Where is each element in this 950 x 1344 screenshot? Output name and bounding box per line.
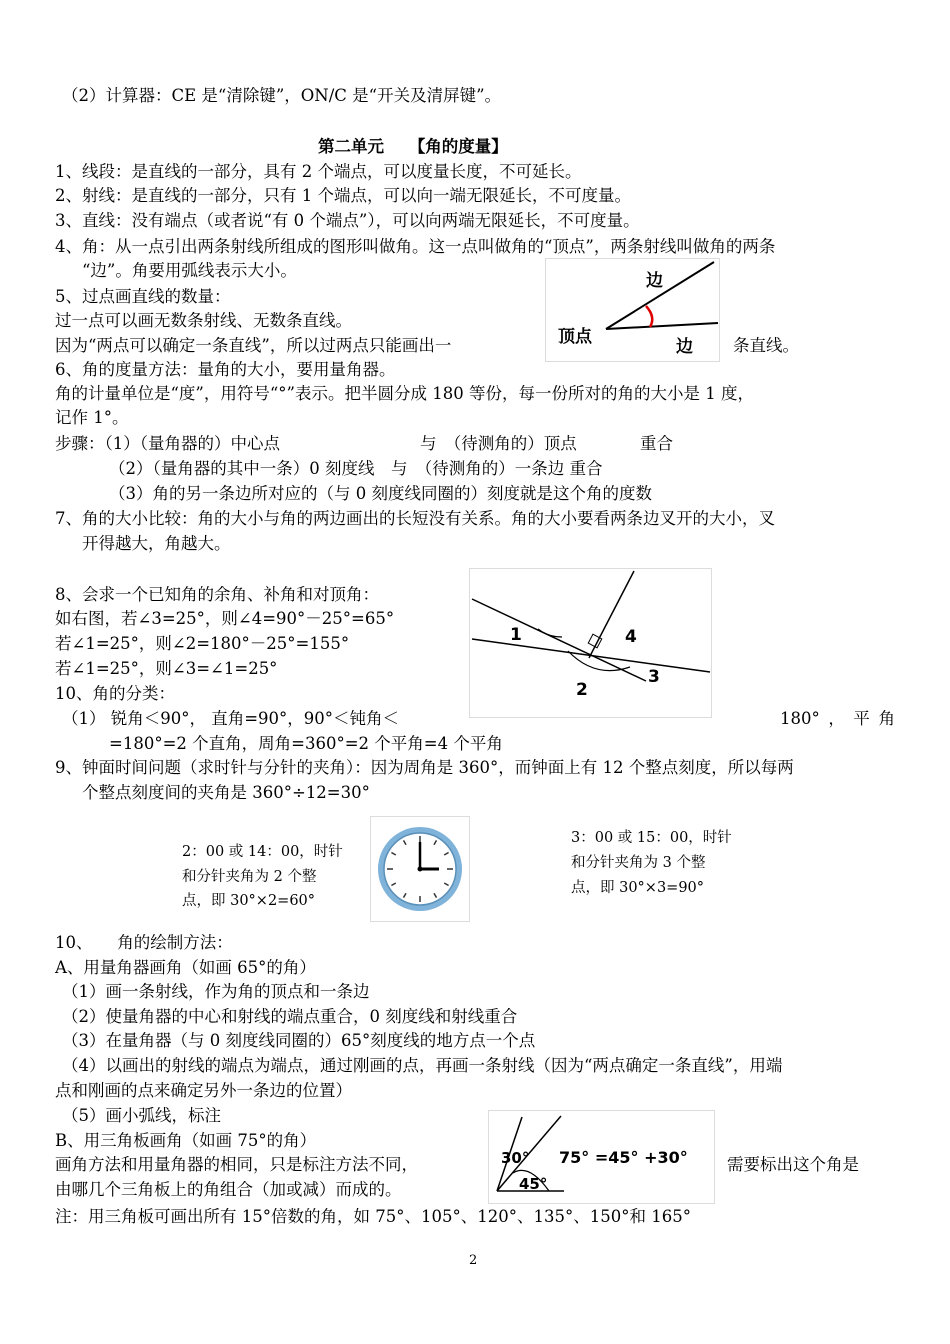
- angle-compare: 7、角的大小比较：角的大小与角的两边画出的长短没有关系。角的大小要看两条边叉开的大小，叉: [55, 509, 775, 528]
- angle-def: 4、角：从一点引出两条射线所组成的图形叫做角。这一点叫做角的“顶点”，两条射线叫做角的两条: [55, 237, 776, 256]
- vertical-angle-example: 若∠1=25°，则∠3=∠1=25°: [55, 659, 278, 678]
- intersecting-lines-figure: [469, 568, 712, 718]
- clock-caption-left-3: 点，即 30°×2=60°: [182, 893, 316, 909]
- clock-caption-left-1: 2：00 或 14：00，时针: [182, 844, 343, 860]
- step1-c: 重合: [640, 434, 673, 453]
- ray-def: 2、射线：是直线的一部分，只有 1 个端点，可以向一端无限延长，不可度量。: [55, 186, 631, 205]
- draw-step-4-cont: 点和刚画的点来确定另外一条边的位置）: [55, 1081, 352, 1100]
- lines-through-point-heading: 5、过点画直线的数量：: [55, 287, 231, 306]
- protractor-drawing-heading: A、用量角器画角（如画 65°的角）: [55, 958, 316, 977]
- triangle-ruler-desc-cont: 由哪几个三角板上的角组合（加或减）而成的。: [55, 1180, 402, 1199]
- vertex-label: 顶点: [558, 327, 592, 347]
- classification-line-end: 180°，平角: [780, 709, 895, 728]
- step2: （2）（量角器的其中一条）0 刻度线 与 （待测角的）一条边 重合: [109, 459, 603, 478]
- complement-heading: 8、会求一个已知角的余角、补角和对顶角：: [55, 585, 379, 604]
- line-segment-def: 1、线段：是直线的一部分，具有 2 个端点，可以度量长度，不可延长。: [55, 162, 582, 181]
- angle-45-label: 45°: [519, 1175, 548, 1193]
- step3: （3）角的另一条边所对应的（与 0 刻度线同圈的）刻度就是这个角的度数: [109, 484, 652, 503]
- clock-icon: [371, 817, 469, 921]
- degree-unit-def: 角的计量单位是“度”，用符号“°”表示。把半圆分成 180 等份，每一份所对的角的大小是 1 度，: [55, 384, 754, 403]
- clock-caption-right-1: 3：00 或 15：00，时针: [571, 830, 732, 846]
- classification-line: （1） 锐角＜90°， 直角=90°，90°＜钝角＜: [62, 709, 400, 728]
- angle-formula: 75° =45° +30°: [559, 1148, 688, 1167]
- supplement-example: 若∠1=25°，则∠2=180°－25°=155°: [55, 634, 350, 653]
- drawing-method-heading: 10、 角的绘制方法：: [55, 933, 233, 952]
- degree-notation: 记作 1°。: [55, 408, 129, 427]
- classification-heading: 10、角的分类：: [55, 684, 175, 703]
- page-number: 2: [469, 1253, 478, 1268]
- edge-top-label: 边: [646, 271, 663, 291]
- multiples-of-15-note: 注：用三角板可画出所有 15°倍数的角，如 75°、105°、120°、135°、150°和 165°: [55, 1207, 691, 1226]
- clock-problem-cont: 个整点刻度间的夹角是 360°÷12=30°: [82, 783, 370, 802]
- step1-a: 步骤：（1）（量角器的）中心点: [55, 434, 280, 453]
- draw-step-4: （4）以画出的射线的端点为端点，通过刚画的点，再画一条射线（因为“两点确定一条直线”，用端: [62, 1056, 783, 1075]
- triangle-angle-diagram: [489, 1111, 714, 1203]
- draw-step-3: （3）在量角器（与 0 刻度线同圈的）65°刻度线的地方点一个点: [62, 1031, 536, 1050]
- angle-diagram: [546, 259, 719, 361]
- step1-b: 与 （待测角的）顶点: [420, 434, 577, 453]
- triangle-angle-figure: [488, 1110, 715, 1204]
- measure-method-heading: 6、角的度量方法：量角的大小，要用量角器。: [55, 360, 396, 379]
- clock-caption-left-2: 和分针夹角为 2 个整: [182, 869, 317, 885]
- clock-problem: 9、钟面时间问题（求时针与分针的夹角）：因为周角是 360°，而钟面上有 12 个整点刻度，所以每两: [55, 758, 794, 777]
- angle-3-label: 3: [648, 667, 660, 687]
- angle-4-label: 4: [625, 627, 637, 647]
- angle-30-label: 30°: [501, 1149, 530, 1167]
- draw-step-1: （1）画一条射线，作为角的顶点和一条边: [62, 982, 370, 1001]
- lines-through-one-point: 过一点可以画无数条射线、无数条直线。: [55, 311, 352, 330]
- triangle-ruler-desc: 画角方法和用量角器的相同，只是标注方法不同，: [55, 1155, 418, 1174]
- intersecting-lines-diagram: [470, 569, 711, 717]
- angle-1-label: 1: [510, 625, 522, 645]
- clock-figure: [370, 816, 470, 922]
- triangle-ruler-desc-end: 需要标出这个角是: [727, 1155, 859, 1174]
- section-title: 第二单元 【角的度量】: [318, 137, 508, 156]
- angle-arc: [646, 306, 652, 327]
- line-def: 3、直线：没有端点（或者说“有 0 个端点”），可以向两端无限延长，不可度量。: [55, 211, 640, 230]
- straight-angle-def: =180°=2 个直角，周角=360°=2 个平角=4 个平角: [109, 734, 503, 753]
- angle-compare-cont: 开得越大，角越大。: [82, 534, 231, 553]
- angle-def-cont: “边”。角要用弧线表示大小。: [82, 261, 297, 280]
- two-points-line: 因为“两点可以确定一条直线”，所以过两点只能画出一: [55, 336, 452, 355]
- triangle-ruler-heading: B、用三角板画角（如画 75°的角）: [55, 1131, 317, 1150]
- calculator-note: （2）计算器：CE 是“清除键”，ON/C 是“开关及清屏键”。: [62, 86, 502, 105]
- draw-step-5: （5）画小弧线，标注: [62, 1106, 221, 1125]
- angle-figure: [545, 258, 720, 362]
- edge-bottom-label: 边: [676, 337, 693, 357]
- clock-caption-right-2: 和分针夹角为 3 个整: [571, 855, 706, 871]
- two-points-line-end: 条直线。: [733, 336, 799, 355]
- complement-example: 如右图，若∠3=25°，则∠4=90°－25°=65°: [55, 609, 395, 628]
- clock-caption-right-3: 点，即 30°×3=90°: [571, 880, 705, 896]
- draw-step-2: （2）使量角器的中心和射线的端点重合，0 刻度线和射线重合: [62, 1007, 518, 1026]
- angle-2-label: 2: [576, 680, 588, 700]
